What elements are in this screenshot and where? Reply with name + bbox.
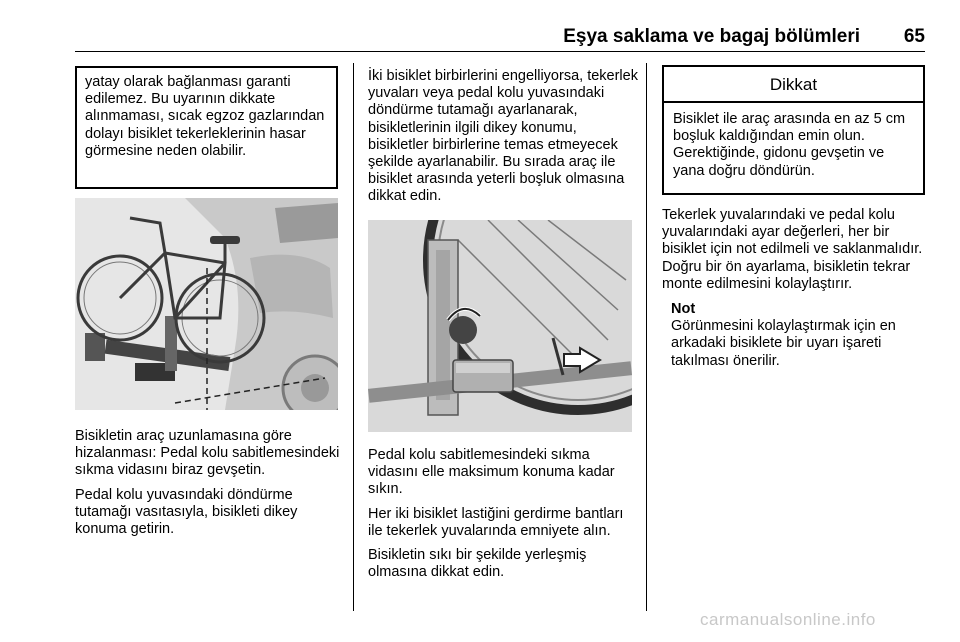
- bike-carrier-figure: [75, 198, 338, 410]
- column-2-bottom-text: [368, 447, 638, 588]
- column-divider-1: [353, 63, 354, 611]
- note-block: [662, 301, 932, 370]
- column-2-top-text: [368, 68, 638, 213]
- pedal-arm-figure: [368, 220, 632, 432]
- header-rule: [75, 51, 925, 52]
- note-label: Not: [671, 301, 696, 318]
- page-number: 65: [903, 26, 925, 47]
- column-3-text: [662, 207, 932, 370]
- caution-text: Bisiklet ile araç arasında en az 5 cm boşluk kaldığından emin olun. Gerektiğinde, gidonu gevşetin ve yana doğru döndürün.: [673, 111, 906, 179]
- col2-paragraph-2: Pedal kolu sabitlemesindeki sıkma vidasını elle maksimum konuma kadar sıkın.: [368, 447, 615, 498]
- col1-paragraph-2: Pedal kolu yuvasındaki döndürme tutamağı vasıtasıyla, bisikleti dikey konuma getirin.: [75, 486, 298, 538]
- col1-paragraph-1: Bisikletin araç uzunlamasına göre hizalanması: Pedal kolu sabitlemesindeki sıkma vidasını biraz gevşetin.: [75, 428, 340, 479]
- bike-carrier-illustration: [75, 198, 338, 410]
- caution-box: [662, 65, 925, 195]
- col3-paragraph-1: Tekerlek yuvalarındaki ve pedal kolu yuvalarındaki ayar değerleri, her bir bisiklet için not edilmeli ve saklanmalıdır. Doğru bir ön ayarlama, bisikletin tekrar monte edilmesini kolaylaştırır.: [662, 207, 923, 292]
- col2-paragraph-4: Bisikletin sıkı bir şekilde yerleşmiş olmasına dikkat edin.: [368, 547, 587, 581]
- col2-paragraph-3: Her iki bisiklet lastiğini gerdirme bantları ile tekerlek yuvalarında emniyete alın.: [368, 505, 624, 539]
- column-1-text: [75, 428, 345, 545]
- note-text: Görünmesini kolaylaştırmak için en arkadaki bisiklete bir uyarı işareti takılması önerilir.: [671, 318, 896, 369]
- col2-paragraph-1: İki bisiklet birbirlerini engelliyorsa, tekerlek yuvaları veya pedal kolu yuvasındaki döndürme tutamağı ayarlanarak, bisikletlerinin ilgili dikey konumu, bisikletler birbirlerine temas etmeyecek şekilde ayarlanabilir. Bu sırada araç ile bisiklet arasında yeterli boşluk olmasına dikkat edin.: [368, 68, 638, 205]
- pedal-arm-illustration: [368, 220, 632, 432]
- header-title: Eşya saklama ve bagaj bölümleri: [563, 26, 860, 47]
- warning-box: [75, 66, 338, 189]
- watermark: carmanualsonline.info: [700, 610, 876, 629]
- caution-title: Dikkat: [769, 75, 818, 94]
- warning-text: yatay olarak bağlanması garanti edilemez. Bu uyarının dikkate alınmaması, sıcak egzoz gazlarından dolayı bisiklet tekerleklerinin hasar görmesine neden olabilir.: [85, 74, 325, 159]
- column-divider-2: [646, 63, 647, 611]
